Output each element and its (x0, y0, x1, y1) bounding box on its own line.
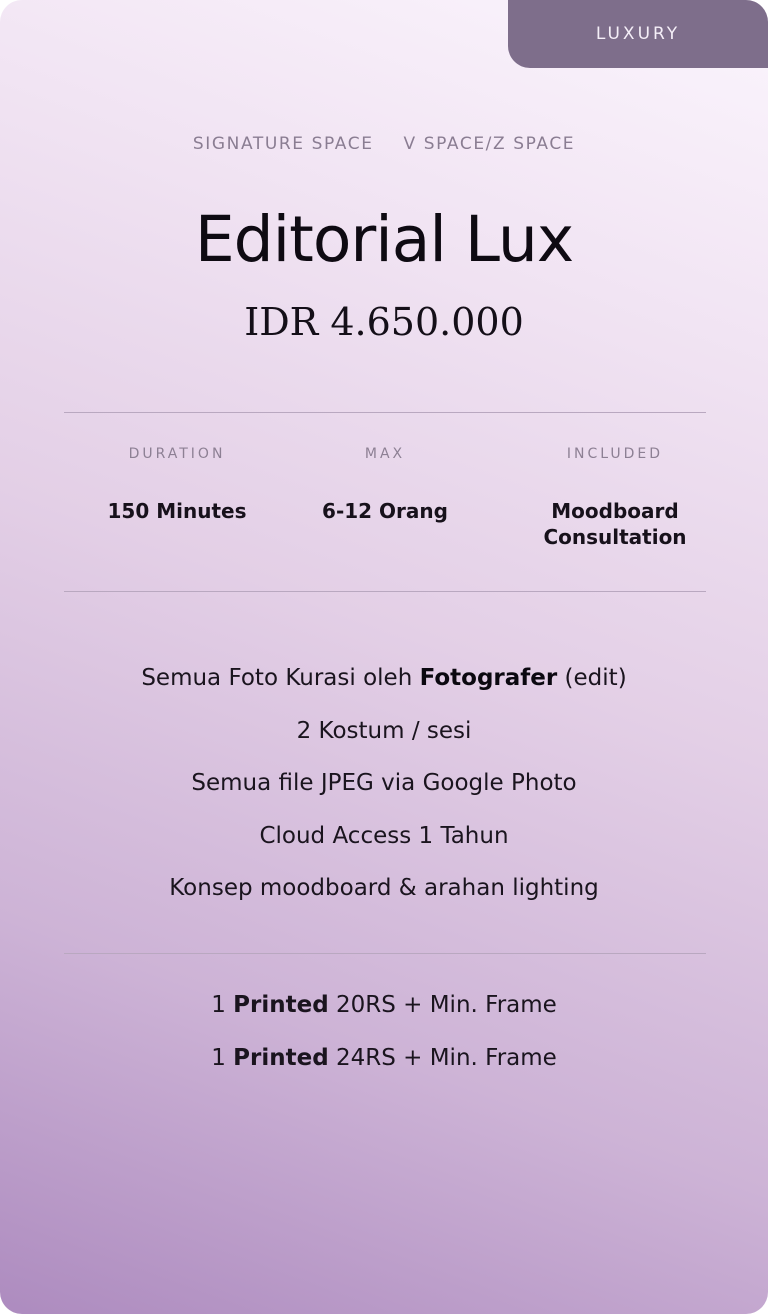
package-stats (64, 444, 706, 564)
print-item-emphasis: Printed (233, 992, 329, 1018)
print-item-detail: 24RS + Min. Frame (328, 1044, 557, 1071)
feature-item: Konsep moodboard & arahan lighting (169, 875, 599, 901)
package-price: IDR 4.650.000 (244, 300, 524, 344)
feature-item-suffix: (edit) (557, 665, 627, 691)
stat-duration-label: DURATION (128, 446, 226, 462)
tier-badge-label: LUXURY (595, 24, 681, 44)
stat-max-label: MAX (364, 446, 406, 462)
print-item-count: 1 (211, 1044, 234, 1071)
stat-duration (67, 444, 287, 524)
space-signature: SIGNATURE SPACE (192, 134, 374, 154)
stat-included (505, 444, 725, 550)
feature-item: 2 Kostum / sesi (296, 717, 472, 744)
stat-duration-value: 150 Minutes (107, 499, 247, 523)
package-title: Editorial Lux (194, 203, 574, 276)
print-item-detail: 20RS + Min. Frame (328, 992, 557, 1018)
feature-item: Semua file JPEG via Google Photo (191, 770, 577, 796)
print-list (0, 979, 768, 1084)
space-v-z: V SPACE/Z SPACE (403, 134, 576, 154)
print-item-emphasis: Printed (233, 1044, 329, 1071)
feature-item: Cloud Access 1 Tahun (259, 822, 509, 849)
feature-list (0, 652, 768, 915)
divider-top (64, 412, 706, 413)
stat-included-value: Moodboard Consultation (543, 499, 687, 549)
space-list (0, 134, 768, 154)
divider-middle (64, 591, 706, 592)
print-item (0, 1032, 768, 1085)
feature-item-text: Semua Foto Kurasi oleh (141, 665, 420, 691)
feature-item (0, 652, 768, 705)
print-item-count: 1 (211, 992, 234, 1018)
divider-bottom (64, 953, 706, 954)
stat-included-label: INCLUDED (566, 446, 664, 462)
stat-max (275, 444, 495, 524)
feature-item-emphasis: Fotografer (419, 665, 558, 691)
print-item (0, 979, 768, 1032)
tier-badge (508, 0, 768, 68)
stat-max-value: 6-12 Orang (322, 499, 448, 523)
